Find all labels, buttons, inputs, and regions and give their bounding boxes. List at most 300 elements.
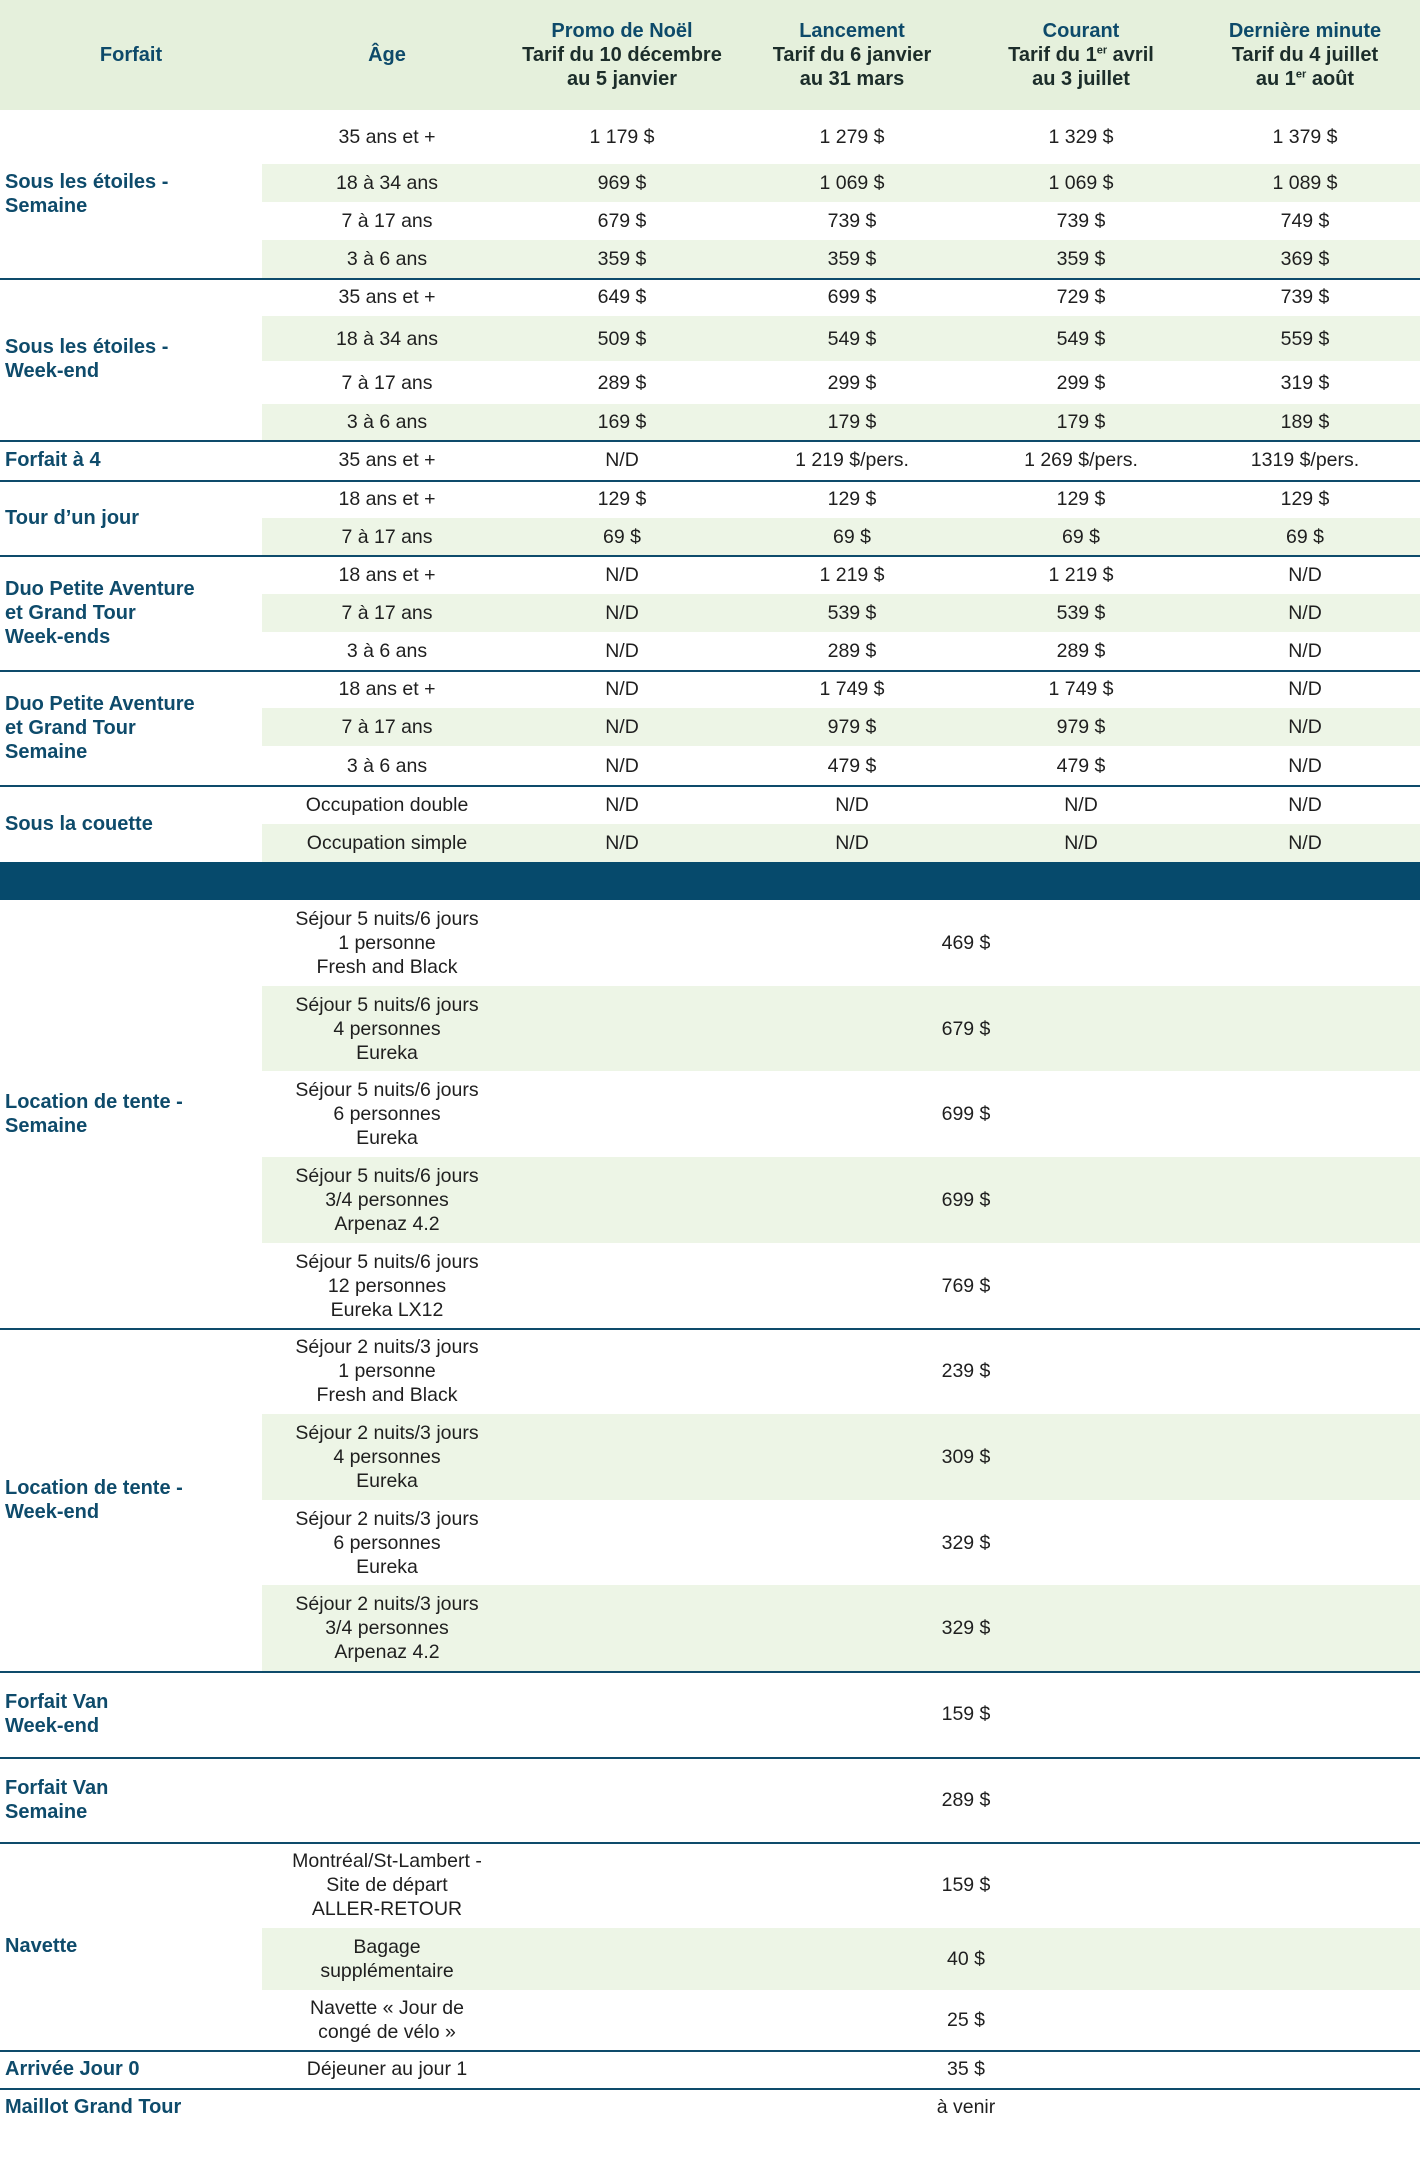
cell-promo-text: N/D: [605, 793, 639, 816]
section-divider-band: [0, 862, 1420, 900]
cell-launch-text: 69 $: [833, 525, 871, 548]
package-name-text: [5, 506, 139, 530]
cell-promo-text: 69 $: [603, 525, 641, 548]
package-name-text: [5, 577, 195, 649]
cell-launch-text: 549 $: [827, 327, 877, 350]
cell-current-text: 729 $: [1056, 286, 1106, 308]
cell-last-text: 1319 $/pers.: [1250, 449, 1360, 471]
cell-promo-text: N/D: [605, 449, 639, 471]
cell-price: [512, 1243, 1420, 1328]
cell-description: [262, 1414, 512, 1500]
cell-promo: [512, 404, 732, 440]
cell-price: [512, 1414, 1420, 1500]
price-text: 159 $: [941, 1874, 991, 1896]
cell-last: [1190, 240, 1420, 278]
extra-name-text: [5, 1090, 183, 1138]
extra-name: [0, 1757, 262, 1842]
row-separator: [0, 2050, 1420, 2052]
extra-name-line: Forfait Van: [5, 1776, 109, 1799]
cell-description: [262, 1071, 512, 1157]
package-name: [0, 480, 262, 555]
cell-last: [1190, 440, 1420, 480]
description-line: Site de départ: [326, 1874, 448, 1896]
description-line: Arpenaz 4.2: [334, 1641, 440, 1663]
package-name-text: [5, 692, 195, 764]
cell-launch-text: 979 $: [827, 716, 877, 738]
description-line: Fresh and Black: [316, 1384, 458, 1406]
cell-last-text: 69 $: [1286, 525, 1324, 548]
cell-age: [262, 164, 512, 202]
description-line: congé de vélo »: [318, 2021, 456, 2043]
cell-launch: [732, 555, 972, 594]
header-last-title: Dernière minute: [1228, 20, 1382, 42]
package-name-line: Sous les étoiles -: [5, 336, 169, 358]
header-last-line2a: au 1: [1255, 68, 1296, 90]
cell-current: [972, 785, 1190, 824]
price-text: 25 $: [947, 2009, 985, 2031]
description-line: 3/4 personnes: [325, 1189, 449, 1211]
price-text: 679 $: [941, 1017, 991, 1040]
cell-launch: [732, 316, 972, 361]
row-separator: [0, 785, 1420, 787]
extra-name: [0, 1842, 262, 2050]
cell-price: [512, 986, 1420, 1071]
package-name-line: Sous les étoiles -: [5, 171, 169, 193]
extra-name-line: Forfait Van: [5, 1691, 109, 1713]
header-current-line1: [1008, 43, 1154, 67]
cell-launch-text: 359 $: [827, 248, 877, 270]
cell-last: [1190, 670, 1420, 708]
cell-promo-text: 1 179 $: [589, 126, 655, 148]
extra-name-line: Week-end: [5, 1500, 100, 1523]
cell-launch: [732, 746, 972, 785]
cell-launch: [732, 632, 972, 670]
cell-launch-text: 1 069 $: [819, 172, 885, 194]
cell-promo: [512, 240, 732, 278]
cell-launch: [732, 708, 972, 746]
header-promo-line2: au 5 janvier: [566, 68, 678, 90]
cell-age-text: 18 à 34 ans: [336, 327, 438, 350]
cell-price: [512, 2050, 1420, 2088]
description-line: Déjeuner au jour 1: [306, 2058, 468, 2080]
extra-name-text: [5, 2095, 181, 2119]
cell-age-text: 7 à 17 ans: [341, 525, 433, 548]
description-line: Fresh and Black: [316, 956, 458, 978]
cell-description: [262, 1157, 512, 1243]
cell-age: [262, 404, 512, 440]
cell-current: [972, 632, 1190, 670]
cell-current: [972, 555, 1190, 594]
cell-age: [262, 555, 512, 594]
cell-launch-text: 1 279 $: [819, 126, 885, 148]
cell-promo-text: 679 $: [597, 210, 647, 232]
header-last-line2: [1229, 67, 1381, 91]
cell-promo: [512, 361, 732, 404]
cell-age: [262, 202, 512, 240]
package-name-line: Tour d’un jour: [5, 506, 140, 529]
header-age: [262, 0, 512, 110]
description-line: Séjour 2 nuits/3 jours: [295, 1507, 479, 1530]
cell-last: [1190, 555, 1420, 594]
cell-launch: [732, 404, 972, 440]
description-line: supplémentaire: [320, 1960, 454, 1982]
cell-current: [972, 594, 1190, 632]
cell-current-text: 1 069 $: [1048, 172, 1114, 194]
package-name: [0, 785, 262, 862]
cell-last: [1190, 824, 1420, 862]
extra-name-line: Semaine: [5, 1800, 88, 1823]
header-current-line1a: Tarif du 1: [1008, 44, 1097, 66]
cell-launch-text: N/D: [835, 793, 869, 816]
header-current-sup: er: [1096, 44, 1108, 57]
header-launch-line1: Tarif du 6 janvier: [772, 44, 932, 66]
row-separator: [0, 2088, 1420, 2090]
header-promo-line1: Tarif du 10 décembre: [522, 44, 722, 66]
cell-last: [1190, 404, 1420, 440]
cell-age: [262, 440, 512, 480]
header-launch-line2: au 31 mars: [799, 68, 905, 90]
header-current: [972, 0, 1190, 110]
description-line: Montréal/St-Lambert -: [292, 1850, 482, 1872]
cell-launch: [732, 240, 972, 278]
row-separator: [0, 1671, 1420, 1673]
cell-last-text: 559 $: [1280, 327, 1330, 350]
extra-name: [0, 1328, 262, 1671]
header-last-sup: er: [1295, 68, 1307, 81]
cell-current: [972, 440, 1190, 480]
cell-description: [262, 1990, 512, 2050]
extra-name-line: Arrivée Jour 0: [5, 2058, 140, 2080]
description-line: Séjour 5 nuits/6 jours: [295, 1079, 479, 1101]
cell-promo-text: 169 $: [597, 411, 647, 433]
cell-last-text: N/D: [1288, 832, 1322, 854]
cell-promo: [512, 594, 732, 632]
description-line: Séjour 2 nuits/3 jours: [295, 1422, 479, 1444]
row-separator: [0, 670, 1420, 672]
package-name-text: [5, 812, 153, 836]
cell-last-text: N/D: [1288, 602, 1322, 624]
cell-price: [512, 1842, 1420, 1928]
cell-promo: [512, 746, 732, 785]
cell-last: [1190, 632, 1420, 670]
package-name-line: Duo Petite Aventure: [5, 692, 195, 715]
cell-age-text: 3 à 6 ans: [346, 411, 428, 433]
package-name-line: Semaine: [5, 740, 88, 763]
header-current-line1b: avril: [1107, 44, 1154, 66]
cell-promo-text: N/D: [605, 754, 639, 777]
cell-price: [512, 1928, 1420, 1990]
cell-current-text: 979 $: [1056, 716, 1106, 738]
cell-current: [972, 278, 1190, 316]
description-line: Séjour 2 nuits/3 jours: [295, 1336, 479, 1358]
cell-current-text: N/D: [1064, 832, 1098, 854]
price-text: 329 $: [941, 1531, 991, 1554]
cell-current: [972, 316, 1190, 361]
cell-current: [972, 164, 1190, 202]
cell-launch-text: 539 $: [827, 602, 877, 624]
cell-price: [512, 1757, 1420, 1842]
cell-last: [1190, 708, 1420, 746]
description-line: Navette « Jour de: [310, 1997, 464, 2019]
cell-launch-text: 699 $: [827, 286, 877, 308]
cell-current: [972, 110, 1190, 164]
cell-last: [1190, 746, 1420, 785]
cell-current: [972, 518, 1190, 555]
cell-current-text: 299 $: [1056, 371, 1106, 394]
cell-promo: [512, 632, 732, 670]
description-text: [295, 993, 478, 1065]
cell-promo: [512, 785, 732, 824]
header-launch: [732, 0, 972, 110]
cell-current-text: 1 749 $: [1048, 678, 1114, 700]
description-line: Séjour 5 nuits/6 jours: [295, 908, 479, 930]
row-separator: [0, 555, 1420, 557]
extra-name: [0, 1671, 262, 1757]
cell-last-text: 189 $: [1280, 411, 1330, 433]
cell-age: [262, 278, 512, 316]
description-text: [310, 1996, 464, 2044]
header-current-line2: au 3 juillet: [1032, 68, 1130, 90]
cell-current: [972, 202, 1190, 240]
cell-launch: [732, 278, 972, 316]
header-last: [1190, 0, 1420, 110]
cell-promo: [512, 440, 732, 480]
price-text: 469 $: [941, 932, 991, 954]
description-line: Eureka: [356, 1555, 418, 1578]
cell-current-text: 549 $: [1056, 327, 1106, 350]
cell-description: [262, 1500, 512, 1585]
package-name: [0, 670, 262, 785]
description-line: Eureka LX12: [330, 1298, 444, 1321]
price-text: à venir: [936, 2096, 996, 2118]
cell-current-text: 179 $: [1056, 411, 1106, 433]
description-line: Séjour 5 nuits/6 jours: [295, 1165, 479, 1187]
cell-launch: [732, 110, 972, 164]
cell-price: [512, 1328, 1420, 1414]
cell-age-text: 18 à 34 ans: [336, 172, 438, 194]
description-text: [295, 1078, 478, 1150]
header-age-label: Âge: [368, 44, 406, 66]
cell-launch: [732, 518, 972, 555]
cell-last-text: 739 $: [1280, 286, 1330, 308]
cell-price: [512, 1585, 1420, 1671]
cell-age: [262, 670, 512, 708]
cell-last: [1190, 316, 1420, 361]
description-line: Séjour 2 nuits/3 jours: [295, 1593, 479, 1615]
cell-current: [972, 708, 1190, 746]
cell-launch: [732, 440, 972, 480]
cell-promo-text: N/D: [605, 678, 639, 700]
cell-description: [262, 2088, 512, 2126]
cell-current: [972, 361, 1190, 404]
header-package-label: Forfait: [99, 44, 163, 66]
cell-launch-text: 1 219 $: [819, 563, 885, 586]
cell-price: [512, 900, 1420, 986]
extra-name-text: [5, 2057, 140, 2081]
cell-current-text: 129 $: [1056, 488, 1106, 510]
package-name-text: [5, 170, 168, 218]
cell-age: [262, 110, 512, 164]
description-line: Séjour 5 nuits/6 jours: [295, 993, 479, 1016]
cell-launch: [732, 824, 972, 862]
package-name: [0, 440, 262, 480]
cell-age: [262, 518, 512, 555]
row-separator: [0, 1328, 1420, 1330]
cell-price: [512, 1671, 1420, 1757]
row-separator: [0, 278, 1420, 280]
cell-description: [262, 1842, 512, 1928]
cell-last-text: 1 379 $: [1272, 126, 1338, 148]
cell-promo: [512, 824, 732, 862]
cell-last: [1190, 785, 1420, 824]
cell-last-text: 369 $: [1280, 248, 1330, 270]
extra-name-text: [5, 1776, 108, 1824]
cell-promo-text: 289 $: [597, 371, 647, 394]
row-separator: [0, 440, 1420, 442]
cell-launch: [732, 202, 972, 240]
package-name: [0, 555, 262, 670]
header-package: [0, 0, 262, 110]
cell-age-text: 3 à 6 ans: [346, 640, 428, 662]
cell-promo-text: 129 $: [597, 488, 647, 510]
cell-age-text: Occupation double: [305, 793, 469, 816]
cell-age-text: 18 ans et +: [338, 678, 436, 700]
description-line: 12 personnes: [327, 1274, 447, 1297]
package-name-line: et Grand Tour: [5, 716, 136, 739]
package-name-line: Forfait à 4: [5, 449, 101, 471]
cell-description: [262, 2050, 512, 2088]
cell-description: [262, 1928, 512, 1990]
cell-current: [972, 670, 1190, 708]
description-line: 6 personnes: [333, 1103, 441, 1125]
cell-age: [262, 361, 512, 404]
package-name-line: Week-ends: [5, 625, 111, 648]
cell-price: [512, 1071, 1420, 1157]
cell-last-text: N/D: [1288, 678, 1322, 700]
cell-promo: [512, 164, 732, 202]
cell-current-text: 1 329 $: [1048, 126, 1114, 148]
cell-last-text: N/D: [1288, 754, 1322, 777]
cell-price: [512, 2088, 1420, 2126]
price-text: 699 $: [941, 1103, 991, 1125]
cell-description: [262, 1328, 512, 1414]
description-text: [320, 1935, 453, 1983]
cell-launch-text: 289 $: [827, 640, 877, 662]
row-separator: [0, 480, 1420, 482]
cell-age-text: 18 ans et +: [338, 563, 436, 586]
cell-age: [262, 594, 512, 632]
cell-last-text: 1 089 $: [1272, 172, 1338, 194]
description-line: 1 personne: [338, 932, 436, 954]
cell-current-text: 539 $: [1056, 602, 1106, 624]
cell-age-text: 3 à 6 ans: [346, 248, 428, 270]
cell-promo-text: 649 $: [597, 286, 647, 308]
cell-last: [1190, 518, 1420, 555]
description-line: Eureka: [356, 1127, 418, 1149]
description-line: Eureka: [356, 1041, 418, 1064]
description-text: [295, 907, 478, 979]
price-text: 309 $: [941, 1446, 991, 1468]
cell-last-text: N/D: [1288, 793, 1322, 816]
package-name: [0, 110, 262, 278]
header-last-line1: Tarif du 4 juillet: [1231, 44, 1379, 66]
cell-promo-text: N/D: [605, 716, 639, 738]
cell-promo-text: N/D: [605, 832, 639, 854]
description-text: [292, 1849, 482, 1921]
description-text: [295, 1592, 478, 1664]
cell-current: [972, 746, 1190, 785]
table-header: [0, 0, 1420, 110]
extra-name-line: Semaine: [5, 1115, 88, 1137]
description-text: [295, 1507, 478, 1579]
cell-description: [262, 1757, 512, 1842]
cell-promo: [512, 278, 732, 316]
description-line: Eureka: [356, 1470, 418, 1492]
cell-last: [1190, 480, 1420, 518]
cell-last-text: N/D: [1288, 640, 1322, 662]
cell-age-text: Occupation simple: [306, 832, 468, 854]
cell-launch: [732, 361, 972, 404]
cell-launch-text: 479 $: [827, 754, 877, 777]
package-name-line: Semaine: [5, 195, 88, 217]
cell-description: [262, 900, 512, 986]
package-name: [0, 278, 262, 440]
cell-age: [262, 240, 512, 278]
cell-current-text: 359 $: [1056, 248, 1106, 270]
cell-promo-text: 509 $: [597, 327, 647, 350]
description-line: 6 personnes: [333, 1531, 441, 1554]
description-line: 4 personnes: [333, 1017, 441, 1040]
package-name-text: [5, 448, 101, 472]
package-name-line: Duo Petite Aventure: [5, 577, 195, 600]
description-line: Séjour 5 nuits/6 jours: [295, 1250, 479, 1273]
cell-description: [262, 1243, 512, 1328]
cell-current-text: 69 $: [1062, 525, 1100, 548]
cell-age-text: 35 ans et +: [338, 286, 436, 308]
cell-launch-text: N/D: [835, 832, 869, 854]
cell-promo-text: N/D: [605, 563, 639, 586]
cell-promo: [512, 670, 732, 708]
cell-last-text: 749 $: [1280, 210, 1330, 232]
cell-age-text: 7 à 17 ans: [341, 371, 433, 394]
cell-promo-text: N/D: [605, 602, 639, 624]
cell-last: [1190, 361, 1420, 404]
cell-launch-text: 1 219 $/pers.: [795, 449, 909, 471]
cell-last: [1190, 110, 1420, 164]
extra-name: [0, 2050, 262, 2088]
cell-launch: [732, 785, 972, 824]
extra-name-text: [5, 1690, 108, 1738]
extra-name-line: Week-end: [5, 1715, 100, 1737]
extra-name-text: [5, 1476, 183, 1524]
cell-promo: [512, 110, 732, 164]
cell-current: [972, 404, 1190, 440]
extra-name-line: Navette: [5, 1935, 78, 1957]
extra-name: [0, 2088, 262, 2126]
cell-promo-text: 359 $: [597, 248, 647, 270]
description-line: 1 personne: [338, 1360, 436, 1382]
header-promo: [512, 0, 732, 110]
cell-launch: [732, 164, 972, 202]
cell-age-text: 7 à 17 ans: [341, 210, 433, 232]
cell-last-text: N/D: [1288, 716, 1322, 738]
cell-description: [262, 986, 512, 1071]
price-text: 239 $: [941, 1360, 991, 1382]
cell-promo: [512, 555, 732, 594]
row-separator: [0, 1757, 1420, 1759]
cell-last: [1190, 202, 1420, 240]
cell-age: [262, 480, 512, 518]
